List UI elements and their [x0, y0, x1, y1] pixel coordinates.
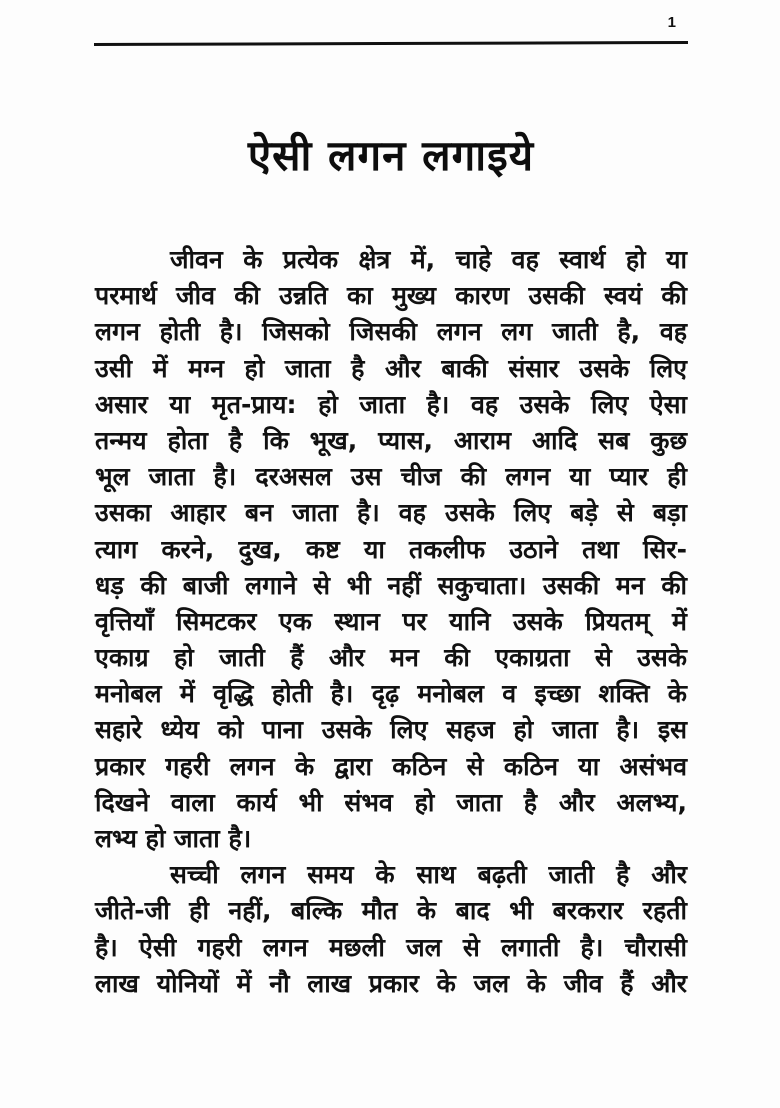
page-number: 1	[667, 14, 676, 31]
text-line: त्याग करने, दुख, कष्ट या तकलीफ उठाने तथा सिर-	[95, 534, 687, 564]
text-line: भूल जाता है। दरअसल उस चीज की लगन या प्यार ही	[95, 462, 687, 492]
header-rule	[94, 41, 688, 46]
text-line: जीते-जी ही नहीं, बल्कि मौत के बाद भी बरकरार रहती	[95, 896, 687, 926]
text-line: तन्मय होता है कि भूख, प्यास, आराम आदि सब कुछ	[95, 425, 687, 455]
text-line: जीवन के प्रत्येक क्षेत्र में, चाहे वह स्वार्थ हो या	[170, 245, 687, 274]
chapter-title: ऐसी लगन लगाइये	[247, 131, 535, 180]
text-line: परमार्थ जीव की उन्नति का मुख्य कारण उसकी स्वयं की	[95, 281, 687, 311]
text-line: लगन होती है। जिसको जिसकी लगन लग जाती है, वह	[95, 317, 687, 347]
text-line: मनोबल में वृद्धि होती है। दृढ़ मनोबल व इच्छा शक्ति के	[95, 679, 687, 709]
paragraph-1	[95, 242, 687, 857]
text-line: एकाग्र हो जाती हैं और मन की एकाग्रता से उसके	[95, 643, 687, 673]
text-line: असार या मृत-प्राय: हो जाता है। वह उसके लिए ऐसा	[95, 389, 687, 419]
text-line: उसका आहार बन जाता है। वह उसके लिए बड़े से बड़ा	[95, 498, 687, 528]
text-line: दिखने वाला कार्य भी संभव हो जाता है और अलभ्य,	[95, 787, 687, 817]
text-line: सहारे ध्येय को पाना उसके लिए सहज हो जाता है। इस	[95, 715, 687, 745]
paragraph-2	[95, 857, 687, 1002]
text-line: प्रकार गहरी लगन के द्वारा कठिन से कठिन या असंभव	[95, 751, 687, 781]
text-line: उसी में मग्न हो जाता है और बाकी संसार उसके लिए	[95, 353, 687, 383]
text-line: वृत्तियाँ सिमटकर एक स्थान पर यानि उसके प्रियतम् में	[95, 606, 687, 636]
text-line: लभ्य हो जाता है।	[95, 824, 252, 853]
text-line: है। ऐसी गहरी लगन मछली जल से लगाती है। चौरासी	[95, 932, 687, 962]
text-line: धड़ की बाजी लगाने से भी नहीं सकुचाता। उसकी मन की	[95, 570, 687, 600]
body-text	[95, 242, 687, 1002]
text-line: लाख योनियों में नौ लाख प्रकार के जल के जीव हैं और	[95, 968, 687, 998]
text-line: सच्ची लगन समय के साथ बढ़ती जाती है और	[170, 860, 687, 890]
